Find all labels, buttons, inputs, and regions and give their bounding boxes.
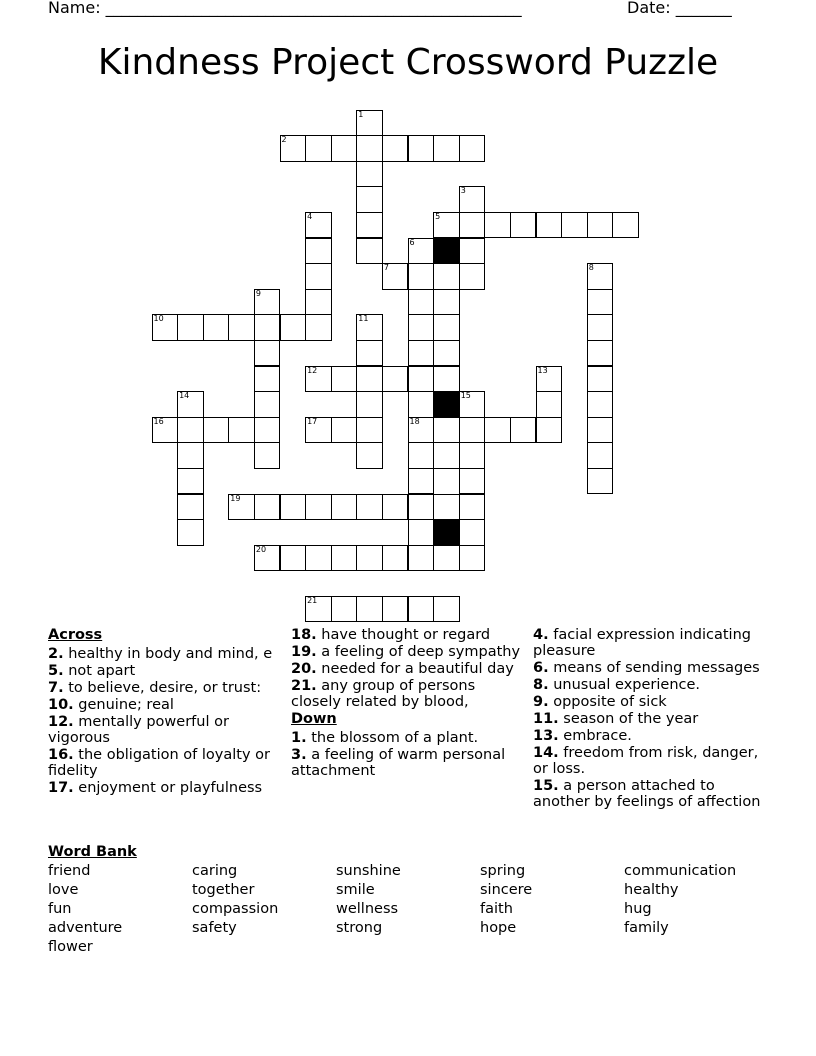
clue: [291, 747, 523, 779]
grid-cell[interactable]: [331, 366, 358, 393]
grid-cell[interactable]: [536, 212, 563, 239]
grid-cell[interactable]: [382, 366, 409, 393]
grid-cell[interactable]: [408, 519, 435, 546]
grid-cell[interactable]: [459, 238, 486, 265]
date-field[interactable]: Date: _______: [627, 0, 732, 17]
grid-cell[interactable]: [177, 314, 204, 341]
grid-cell[interactable]: [536, 417, 563, 444]
grid-cell[interactable]: [331, 545, 358, 572]
grid-cell[interactable]: [331, 135, 358, 162]
grid-cell[interactable]: [305, 135, 332, 162]
grid-cell[interactable]: [459, 494, 486, 521]
grid-cell[interactable]: [459, 545, 486, 572]
grid-cell[interactable]: [203, 417, 230, 444]
grid-cell[interactable]: [331, 596, 358, 623]
grid-cell[interactable]: [305, 596, 332, 623]
grid-cell[interactable]: [305, 417, 332, 444]
clue: [291, 661, 523, 677]
clue-num: 8.: [533, 677, 549, 693]
clue: [291, 644, 523, 660]
grid-cell[interactable]: [356, 391, 383, 418]
grid-cell[interactable]: [459, 391, 486, 418]
grid-cell[interactable]: [433, 314, 460, 341]
grid-cell[interactable]: [203, 314, 230, 341]
clue-number: 18: [409, 416, 420, 426]
grid-cell[interactable]: [433, 135, 460, 162]
clue-text: any group of persons closely related by blood,: [291, 678, 476, 710]
grid-cell[interactable]: [331, 417, 358, 444]
clue-text: season of the year: [558, 711, 699, 727]
grid-cell[interactable]: [587, 289, 614, 316]
grid-cell[interactable]: [408, 135, 435, 162]
grid-cell[interactable]: [254, 340, 281, 367]
grid-cell[interactable]: [356, 135, 383, 162]
grid-cell[interactable]: [408, 238, 435, 265]
clue-column-1: [48, 627, 280, 797]
clue-num: 7.: [48, 680, 64, 696]
clue: [533, 711, 765, 727]
grid-cell[interactable]: [382, 263, 409, 290]
page-title: Kindness Project Crossword Puzzle: [97, 42, 719, 83]
grid-cell[interactable]: [356, 596, 383, 623]
grid-cell[interactable]: [433, 263, 460, 290]
grid-cell[interactable]: [433, 417, 460, 444]
clue-number: 20: [255, 544, 267, 554]
clue-text: freedom from risk, danger, or loss.: [533, 745, 759, 777]
grid-cell[interactable]: [177, 468, 204, 495]
grid-cell[interactable]: [408, 289, 435, 316]
grid-cell[interactable]: [587, 212, 614, 239]
grid-cell[interactable]: [356, 366, 383, 393]
clue-text: a feeling of warm personal attachment: [291, 747, 506, 779]
grid-cell[interactable]: [305, 263, 332, 290]
word-bank-item: friend: [48, 863, 91, 879]
grid-cell[interactable]: [408, 442, 435, 469]
grid-cell[interactable]: [587, 314, 614, 341]
clue-number: 6: [409, 237, 415, 247]
grid-cell[interactable]: [280, 494, 307, 521]
clue-text: opposite of sick: [548, 694, 667, 710]
grid-cell[interactable]: [459, 417, 486, 444]
clue-num: 18.: [291, 627, 317, 643]
grid-cell[interactable]: [305, 212, 332, 239]
clue-num: 6.: [533, 660, 549, 676]
grid-cell[interactable]: [459, 263, 486, 290]
grid-cell[interactable]: [356, 161, 383, 188]
clue: [48, 780, 280, 796]
clue-number: 2: [281, 135, 287, 145]
clue-num: 17.: [48, 780, 74, 796]
clue-number: 21: [307, 595, 318, 605]
grid-cell[interactable]: [152, 314, 179, 341]
black-cell: [433, 238, 460, 265]
clue-text: a feeling of deep sympathy: [316, 644, 521, 660]
grid-cell[interactable]: [587, 340, 614, 367]
grid-cell[interactable]: [254, 366, 281, 393]
clue-number: 13: [537, 365, 548, 375]
grid-cell[interactable]: [305, 545, 332, 572]
grid-cell[interactable]: [433, 340, 460, 367]
grid-cell[interactable]: [587, 366, 614, 393]
clue-num: 11.: [533, 711, 559, 727]
clue-text: have thought or regard: [316, 627, 491, 643]
grid-cell[interactable]: [408, 340, 435, 367]
grid-cell[interactable]: [356, 212, 383, 239]
grid-cell[interactable]: [254, 442, 281, 469]
grid-cell[interactable]: [408, 391, 435, 418]
clue-number: 11: [358, 314, 369, 324]
grid-cell[interactable]: [587, 391, 614, 418]
clue-num: 12.: [48, 714, 74, 730]
grid-cell[interactable]: [536, 391, 563, 418]
grid-cell[interactable]: [408, 263, 435, 290]
clue-number: 4: [307, 211, 313, 221]
grid-cell[interactable]: [587, 263, 614, 290]
word-bank-item: caring: [192, 863, 238, 879]
word-bank-item: healthy: [624, 882, 679, 898]
grid-cell[interactable]: [433, 596, 460, 623]
clue: [48, 663, 280, 679]
grid-cell[interactable]: [408, 468, 435, 495]
clue-num: 21.: [291, 678, 317, 694]
clue-num: 5.: [48, 663, 64, 679]
grid-cell[interactable]: [254, 314, 281, 341]
clue-number: 7: [383, 263, 389, 273]
clue-text: the obligation of loyalty or fidelity: [48, 747, 270, 779]
clue-text: facial expression indicating pleasure: [533, 627, 751, 659]
clue-num: 1.: [291, 730, 307, 746]
clue-number: 19: [230, 493, 241, 503]
grid-cell[interactable]: [459, 519, 486, 546]
grid-cell[interactable]: [433, 366, 460, 393]
grid-cell[interactable]: [356, 186, 383, 213]
word-bank-item: fun: [48, 901, 72, 917]
grid-cell[interactable]: [228, 494, 255, 521]
clue-num: 16.: [48, 747, 74, 763]
grid-cell[interactable]: [177, 442, 204, 469]
grid-cell[interactable]: [459, 212, 486, 239]
name-field[interactable]: Name: ____________________________________________________: [48, 0, 522, 17]
grid-cell[interactable]: [408, 314, 435, 341]
clue-text: to believe, desire, or trust:: [63, 680, 262, 696]
grid-cell[interactable]: [510, 212, 537, 239]
clue-text: unusual experience.: [548, 677, 701, 693]
clue-num: 4.: [533, 627, 549, 643]
clue-text: genuine; real: [73, 697, 174, 713]
grid-cell[interactable]: [305, 314, 332, 341]
word-bank-item: sincere: [480, 882, 533, 898]
grid-cell[interactable]: [433, 494, 460, 521]
grid-cell[interactable]: [228, 417, 255, 444]
clue-column-2: [291, 627, 523, 780]
grid-cell[interactable]: [587, 468, 614, 495]
clue-text: means of sending messages: [548, 660, 760, 676]
grid-cell[interactable]: [459, 442, 486, 469]
clue-num: 2.: [48, 646, 64, 662]
clue-text: mentally powerful or vigorous: [48, 714, 229, 746]
clue-number: 10: [153, 314, 164, 324]
word-bank-item: safety: [192, 920, 237, 936]
grid-cell[interactable]: [382, 494, 409, 521]
grid-cell[interactable]: [561, 212, 588, 239]
grid-cell[interactable]: [356, 340, 383, 367]
clue-num: 3.: [291, 747, 307, 763]
clue-text: needed for a beautiful day: [316, 661, 514, 677]
grid-cell[interactable]: [382, 596, 409, 623]
clue-column-3: [533, 627, 765, 811]
word-bank-item: hug: [624, 901, 652, 917]
grid-cell[interactable]: [177, 494, 204, 521]
clue-number: 5: [435, 211, 441, 221]
grid-cell[interactable]: [152, 417, 179, 444]
clue-number: 12: [307, 365, 318, 375]
grid-cell[interactable]: [305, 494, 332, 521]
word-bank-item: communication: [624, 863, 737, 879]
clue: [291, 678, 523, 710]
grid-cell[interactable]: [280, 314, 307, 341]
clue-num: 19.: [291, 644, 317, 660]
clue: [48, 646, 280, 662]
black-cell: [433, 519, 460, 546]
grid-cell[interactable]: [228, 314, 255, 341]
clue-number: 9: [255, 288, 261, 298]
grid-cell[interactable]: [356, 545, 383, 572]
grid-cell[interactable]: [254, 545, 281, 572]
clue-text: not apart: [63, 663, 136, 679]
grid-cell[interactable]: [305, 238, 332, 265]
clue-text: enjoyment or playfulness: [73, 780, 263, 796]
clue-text: healthy in body and mind, e: [63, 646, 273, 662]
clue-num: 20.: [291, 661, 317, 677]
clue-number: 16: [153, 416, 164, 426]
grid-cell[interactable]: [408, 417, 435, 444]
clue: [48, 714, 280, 746]
clue: [533, 627, 765, 659]
grid-cell[interactable]: [254, 417, 281, 444]
word-bank-item: together: [192, 882, 255, 898]
grid-cell[interactable]: [280, 135, 307, 162]
grid-cell[interactable]: [459, 186, 486, 213]
grid-cell[interactable]: [305, 289, 332, 316]
clue: [533, 660, 765, 676]
clue: [533, 728, 765, 744]
grid-cell[interactable]: [433, 442, 460, 469]
clue-num: 9.: [533, 694, 549, 710]
grid-cell[interactable]: [408, 596, 435, 623]
word-bank-item: strong: [336, 920, 383, 936]
clue-text: embrace.: [558, 728, 632, 744]
grid-cell[interactable]: [433, 212, 460, 239]
clue-number: 1: [358, 109, 364, 119]
grid-cell[interactable]: [177, 391, 204, 418]
grid-cell[interactable]: [254, 289, 281, 316]
word-bank-item: love: [48, 882, 79, 898]
grid-cell[interactable]: [587, 442, 614, 469]
grid-cell[interactable]: [331, 494, 358, 521]
grid-cell[interactable]: [459, 468, 486, 495]
word-bank-item: faith: [480, 901, 513, 917]
clue: [48, 697, 280, 713]
grid-cell[interactable]: [612, 212, 639, 239]
clue: [48, 680, 280, 696]
clue-num: 15.: [533, 778, 559, 794]
clue-number: 15: [460, 391, 471, 401]
grid-cell[interactable]: [177, 417, 204, 444]
grid-cell[interactable]: [408, 366, 435, 393]
grid-cell[interactable]: [305, 366, 332, 393]
grid-cell[interactable]: [408, 494, 435, 521]
clue-num: 10.: [48, 697, 74, 713]
clue-text: a person attached to another by feelings of affection: [533, 778, 761, 810]
word-bank-item: sunshine: [336, 863, 401, 879]
grid-cell[interactable]: [484, 212, 511, 239]
grid-cell[interactable]: [254, 494, 281, 521]
clue: [533, 677, 765, 693]
grid-cell[interactable]: [356, 442, 383, 469]
grid-cell[interactable]: [356, 494, 383, 521]
clue-number: 14: [179, 391, 190, 401]
grid-cell[interactable]: [177, 519, 204, 546]
grid-cell[interactable]: [356, 110, 383, 137]
word-bank-item: adventure: [48, 920, 123, 936]
grid-cell[interactable]: [433, 545, 460, 572]
word-bank-item: flower: [48, 939, 93, 955]
word-bank-item: hope: [480, 920, 517, 936]
grid-cell[interactable]: [536, 366, 563, 393]
grid-cell[interactable]: [587, 417, 614, 444]
clue-number: 3: [460, 186, 466, 196]
grid-cell[interactable]: [254, 391, 281, 418]
grid-cell[interactable]: [356, 314, 383, 341]
clue-text: the blossom of a plant.: [306, 730, 479, 746]
grid-cell[interactable]: [459, 135, 486, 162]
word-bank-item: family: [624, 920, 669, 936]
clue-num: 13.: [533, 728, 559, 744]
clue: [48, 747, 280, 779]
clue: [533, 694, 765, 710]
grid-cell[interactable]: [408, 545, 435, 572]
grid-cell[interactable]: [356, 238, 383, 265]
word-bank-item: spring: [480, 863, 526, 879]
clue-heading: Across: [48, 627, 103, 643]
grid-cell[interactable]: [510, 417, 537, 444]
grid-cell[interactable]: [484, 417, 511, 444]
clue: [291, 730, 523, 746]
clue: [533, 778, 765, 810]
clue: [533, 745, 765, 777]
black-cell: [433, 391, 460, 418]
clue-heading: Down: [291, 711, 337, 727]
clue-num: 14.: [533, 745, 559, 761]
grid-cell[interactable]: [433, 289, 460, 316]
word-bank-item: wellness: [336, 901, 399, 917]
word-bank-title: Word Bank: [48, 844, 137, 860]
clue: [291, 627, 523, 643]
clue-number: 17: [307, 416, 318, 426]
word-bank-item: smile: [336, 882, 375, 898]
clue-number: 8: [588, 263, 594, 273]
grid-cell[interactable]: [280, 545, 307, 572]
grid-cell[interactable]: [356, 417, 383, 444]
grid-cell[interactable]: [382, 545, 409, 572]
grid-cell[interactable]: [382, 135, 409, 162]
word-bank-item: compassion: [192, 901, 279, 917]
